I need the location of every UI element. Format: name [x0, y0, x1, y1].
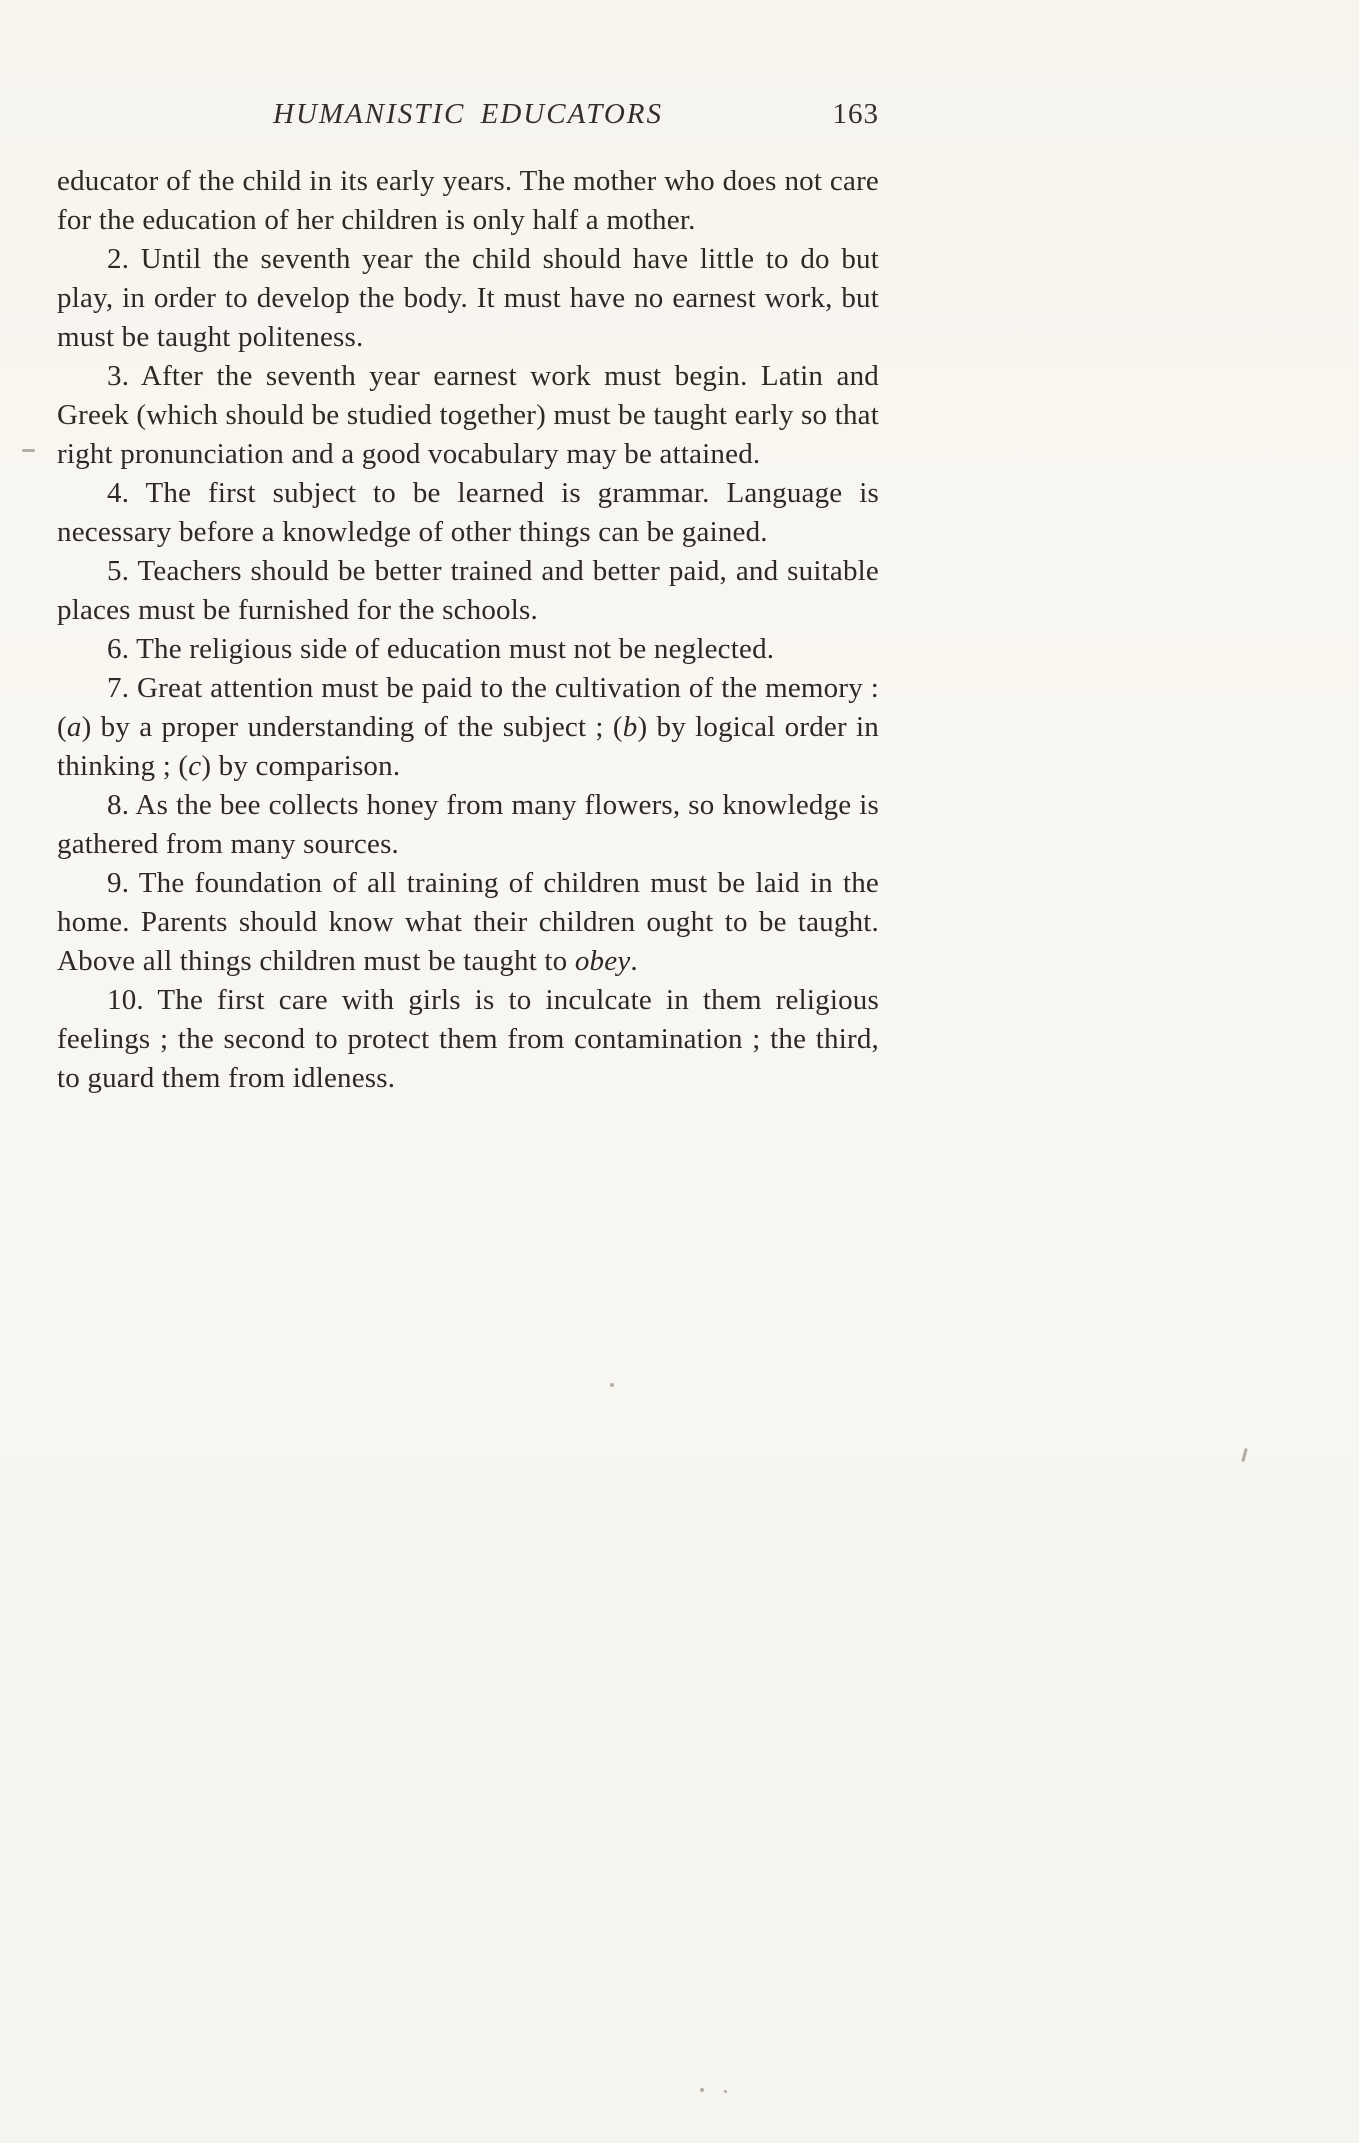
paragraph-item-3 [57, 357, 879, 474]
paragraph-item-7 [57, 669, 879, 786]
paragraph-text: ) by comparison. [201, 750, 401, 782]
paragraph-text: 2. Until the seventh year the child should have little to do but play, in order to develop the body. It must have no earnest work, but must be taught politeness. [57, 243, 879, 353]
paragraph-text: educator of the child in its early years. The mother who does not care for the education of her children is only half a mother. [57, 165, 879, 236]
page-number: 163 [832, 98, 879, 130]
paragraph-text: . [630, 945, 638, 977]
scan-speck [700, 2088, 704, 2092]
paragraph-text: 9. The foundation of all training of children must be laid in the home. Parents should know what their children ought to be taught. Above all things children must be taught to [57, 867, 879, 977]
scan-speck [724, 2090, 727, 2093]
book-page-text-block [57, 0, 879, 1098]
paragraph-item-2 [57, 240, 879, 357]
italic-letter-a: a [66, 711, 82, 743]
italic-word-obey: obey [574, 945, 631, 977]
paragraph-item-10 [57, 981, 879, 1098]
scan-speck [22, 449, 35, 452]
paragraph-item-4 [57, 474, 879, 552]
paragraph-item-6 [57, 630, 879, 669]
page-header-title: HUMANISTIC EDUCATORS [273, 98, 663, 130]
paragraph-text: 7. Great attention must be paid to the cultivation of the memory : ( [57, 672, 879, 743]
paragraph-text: 6. The religious side of education must not be neglected. [107, 633, 775, 665]
paragraph-continuation [57, 162, 879, 240]
paragraph-item-8 [57, 786, 879, 864]
scan-speck [1241, 1448, 1248, 1462]
paragraph-text: ) by a proper understanding of the subject ; ( [81, 711, 623, 743]
paragraph-text: ) by logical order in thinking ; ( [57, 711, 879, 782]
italic-letter-c: c [188, 750, 202, 782]
scan-speck [610, 1383, 614, 1387]
paragraph-text: 4. The first subject to be learned is grammar. Language is necessary before a knowledge of other things can be gained. [57, 477, 879, 548]
paragraph-text: 5. Teachers should be better trained and better paid, and suitable places must be furnished for the schools. [57, 555, 879, 626]
paragraph-text: 10. The first care with girls is to inculcate in them religious feelings ; the second to protect them from contamination ; the third, to guard them from idleness. [57, 984, 879, 1094]
running-header [57, 98, 879, 134]
paragraph-item-9 [57, 864, 879, 981]
paragraph-text: 8. As the bee collects honey from many flowers, so knowledge is gathered from many sources. [57, 789, 879, 860]
paragraph-text: 3. After the seventh year earnest work must begin. Latin and Greek (which should be studied together) must be taught early so that right pronunciation and a good vocabulary may be attained. [57, 360, 879, 470]
italic-letter-b: b [622, 711, 638, 743]
paragraph-item-5 [57, 552, 879, 630]
